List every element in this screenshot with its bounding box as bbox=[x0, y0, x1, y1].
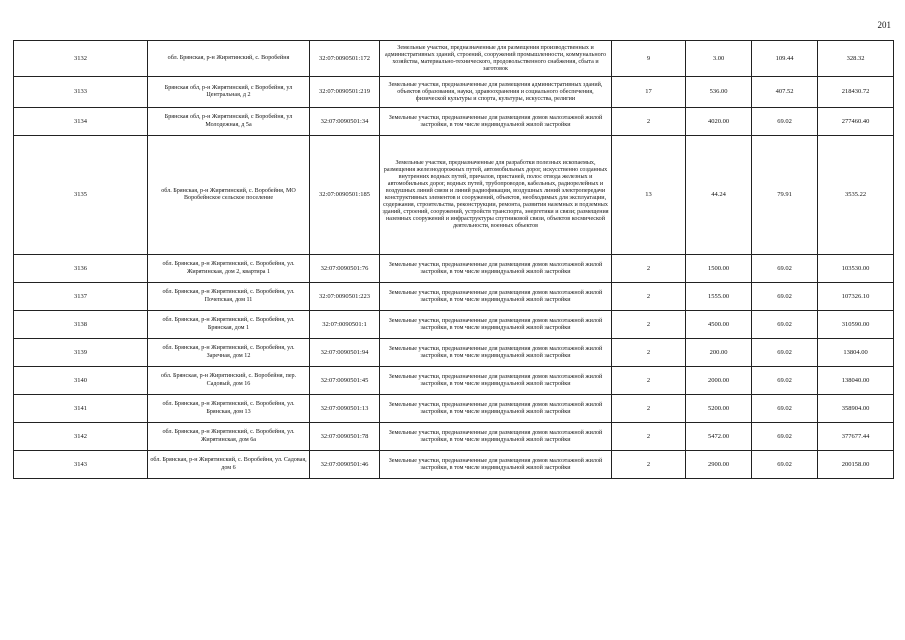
area-cell: 1500.00 bbox=[686, 255, 752, 283]
area-cell: 1555.00 bbox=[686, 283, 752, 311]
rate-cell: 69.02 bbox=[752, 255, 818, 283]
cadastral-number-cell: 32:07:0090501:76 bbox=[310, 255, 380, 283]
land-use-cell: Земельные участки, предназначенные для размещения домов малоэтажной жилой застройки, в том числе индивидуальной жилой застройки bbox=[380, 451, 612, 479]
group-cell: 2 bbox=[612, 283, 686, 311]
row-id: 3133 bbox=[14, 77, 148, 108]
group-cell: 2 bbox=[612, 395, 686, 423]
land-use-cell: Земельные участки, предназначенные для размещения административных зданий, объектов образования, науки, здравоохранения и социального обеспечения, физической культуры и спорта, культуры, искусства, религии bbox=[380, 77, 612, 108]
row-id: 3135 bbox=[14, 136, 148, 255]
group-cell: 2 bbox=[612, 108, 686, 136]
table-row bbox=[14, 136, 894, 255]
cadastral-number-cell: 32:07:0090501:45 bbox=[310, 367, 380, 395]
area-cell: 4020.00 bbox=[686, 108, 752, 136]
rate-cell: 69.02 bbox=[752, 423, 818, 451]
row-id: 3137 bbox=[14, 283, 148, 311]
row-id: 3141 bbox=[14, 395, 148, 423]
cadastral-value-cell: 310590.00 bbox=[818, 311, 894, 339]
land-plots-table bbox=[13, 40, 894, 479]
rate-cell: 109.44 bbox=[752, 41, 818, 77]
address-cell: обл. Брянская, р-н Жирятинский, с. Воробейня, ул. Почепская, дом 11 bbox=[148, 283, 310, 311]
table-row bbox=[14, 423, 894, 451]
cadastral-value-cell: 328.32 bbox=[818, 41, 894, 77]
address-cell: обл. Брянская, р-н Жирятинский, с. Воробейня, МО Воробейнское сельское поселение bbox=[148, 136, 310, 255]
rate-cell: 69.02 bbox=[752, 339, 818, 367]
rate-cell: 79.91 bbox=[752, 136, 818, 255]
group-cell: 17 bbox=[612, 77, 686, 108]
land-use-cell: Земельные участки, предназначенные для размещения домов малоэтажной жилой застройки, в том числе индивидуальной жилой застройки bbox=[380, 367, 612, 395]
row-id: 3136 bbox=[14, 255, 148, 283]
cadastral-number-cell: 32:07:0090501:34 bbox=[310, 108, 380, 136]
group-cell: 2 bbox=[612, 367, 686, 395]
table-row bbox=[14, 77, 894, 108]
cadastral-number-cell: 32:07:0090501:223 bbox=[310, 283, 380, 311]
row-id: 3134 bbox=[14, 108, 148, 136]
group-cell: 13 bbox=[612, 136, 686, 255]
table-row bbox=[14, 339, 894, 367]
row-id: 3140 bbox=[14, 367, 148, 395]
address-cell: обл. Брянская, р-н Жирятинский, с. Воробейня, ул. Брянская, дом 1 bbox=[148, 311, 310, 339]
rate-cell: 69.02 bbox=[752, 395, 818, 423]
table-row bbox=[14, 451, 894, 479]
group-cell: 2 bbox=[612, 255, 686, 283]
cadastral-value-cell: 13804.00 bbox=[818, 339, 894, 367]
cadastral-number-cell: 32:07:0090501:13 bbox=[310, 395, 380, 423]
cadastral-number-cell: 32:07:0090501:94 bbox=[310, 339, 380, 367]
area-cell: 200.00 bbox=[686, 339, 752, 367]
address-cell: обл. Брянская, р-н Жирятинский, с. Воробейня, ул. Брянская, дом 13 bbox=[148, 395, 310, 423]
cadastral-value-cell: 218430.72 bbox=[818, 77, 894, 108]
area-cell: 44.24 bbox=[686, 136, 752, 255]
cadastral-value-cell: 103530.00 bbox=[818, 255, 894, 283]
rate-cell: 69.02 bbox=[752, 367, 818, 395]
area-cell: 5472.00 bbox=[686, 423, 752, 451]
cadastral-value-cell: 107326.10 bbox=[818, 283, 894, 311]
address-cell: обл. Брянская, р-н Жирятинский, с. Воробейня, ул. Жирятинская, дом 2, квартира 1 bbox=[148, 255, 310, 283]
land-use-cell: Земельные участки, предназначенные для разработки полезных ископаемых, размещения железнодорожных путей, автомобильных дорог, искусственно созданных внутренних водных путей, причалов, пристаней, полос отвода железных и автомобильных дорог, водных путей, трубопроводов, кабельных, радиорелейных и воздушных линий связи и линий радиофикации, воздушных линий электропередачи конструктивных элементов и сооружений, объектов, необходимых для эксплуатации, содержания, строительства, реконструкции, ремонта, развития наземных и подземных зданий, строений, сооружений, устройств транспорта, энергетики и связи; размещения наземных сооружений и инфраструктуры спутниковой связи, объектов космической деятельности, военных объектов bbox=[380, 136, 612, 255]
cadastral-value-cell: 200158.00 bbox=[818, 451, 894, 479]
row-id: 3139 bbox=[14, 339, 148, 367]
area-cell: 2900.00 bbox=[686, 451, 752, 479]
rate-cell: 69.02 bbox=[752, 451, 818, 479]
table-row bbox=[14, 367, 894, 395]
cadastral-number-cell: 32:07:0090501:1 bbox=[310, 311, 380, 339]
cadastral-number-cell: 32:07:0090501:172 bbox=[310, 41, 380, 77]
table-row bbox=[14, 108, 894, 136]
address-cell: обл. Брянская, р-н Жирятинский, с. Воробейня, ул. Садовая, дом 6 bbox=[148, 451, 310, 479]
rate-cell: 69.02 bbox=[752, 283, 818, 311]
table-row bbox=[14, 255, 894, 283]
land-use-cell: Земельные участки, предназначенные для размещения домов малоэтажной жилой застройки, в том числе индивидуальной жилой застройки bbox=[380, 395, 612, 423]
cadastral-value-cell: 138040.00 bbox=[818, 367, 894, 395]
cadastral-value-cell: 358904.00 bbox=[818, 395, 894, 423]
row-id: 3138 bbox=[14, 311, 148, 339]
cadastral-number-cell: 32:07:0090501:185 bbox=[310, 136, 380, 255]
group-cell: 2 bbox=[612, 423, 686, 451]
address-cell: обл. Брянская, р-н Жирятинский, с. Воробейня, ул. Заречная, дом 12 bbox=[148, 339, 310, 367]
rate-cell: 69.02 bbox=[752, 311, 818, 339]
address-cell: обл. Брянская, р-н Жирятинский, с. Воробейня, пер. Садовый, дом 16 bbox=[148, 367, 310, 395]
table-row bbox=[14, 41, 894, 77]
land-use-cell: Земельные участки, предназначенные для размещения домов малоэтажной жилой застройки, в том числе индивидуальной жилой застройки bbox=[380, 283, 612, 311]
land-use-cell: Земельные участки, предназначенные для размещения домов малоэтажной жилой застройки, в том числе индивидуальной жилой застройки bbox=[380, 311, 612, 339]
cadastral-number-cell: 32:07:0090501:46 bbox=[310, 451, 380, 479]
address-cell: Брянская обл, р-н Жирятинский, с Воробейня, ул Молодежная, д 5а bbox=[148, 108, 310, 136]
rate-cell: 407.52 bbox=[752, 77, 818, 108]
row-id: 3132 bbox=[14, 41, 148, 77]
address-cell: обл. Брянская, р-н Жирятинский, с. Воробейня bbox=[148, 41, 310, 77]
address-cell: обл. Брянская, р-н Жирятинский, с. Воробейня, ул. Жирятинская, дом 6а bbox=[148, 423, 310, 451]
cadastral-value-cell: 277460.40 bbox=[818, 108, 894, 136]
group-cell: 9 bbox=[612, 41, 686, 77]
area-cell: 2000.00 bbox=[686, 367, 752, 395]
land-use-cell: Земельные участки, предназначенные для размещения домов малоэтажной жилой застройки, в том числе индивидуальной жилой застройки bbox=[380, 339, 612, 367]
address-cell: Брянская обл, р-н Жирятинский, с Воробейня, ул Центральная, д 2 bbox=[148, 77, 310, 108]
table-row bbox=[14, 283, 894, 311]
cadastral-value-cell: 3535.22 bbox=[818, 136, 894, 255]
table-row bbox=[14, 311, 894, 339]
rate-cell: 69.02 bbox=[752, 108, 818, 136]
group-cell: 2 bbox=[612, 311, 686, 339]
area-cell: 5200.00 bbox=[686, 395, 752, 423]
land-use-cell: Земельные участки, предназначенные для размещения домов малоэтажной жилой застройки, в том числе индивидуальной жилой застройки bbox=[380, 108, 612, 136]
row-id: 3143 bbox=[14, 451, 148, 479]
cadastral-number-cell: 32:07:0090501:78 bbox=[310, 423, 380, 451]
area-cell: 4500.00 bbox=[686, 311, 752, 339]
land-use-cell: Земельные участки, предназначенные для размещения домов малоэтажной жилой застройки, в том числе индивидуальной жилой застройки bbox=[380, 423, 612, 451]
cadastral-value-cell: 377677.44 bbox=[818, 423, 894, 451]
land-use-cell: Земельные участки, предназначенные для размещения производственных и административных зданий, строений, сооружений промышленности, коммунального хозяйства, материально-технического, продовольственного снабжения, сбыта и заготовок bbox=[380, 41, 612, 77]
land-use-cell: Земельные участки, предназначенные для размещения домов малоэтажной жилой застройки, в том числе индивидуальной жилой застройки bbox=[380, 255, 612, 283]
table-row bbox=[14, 395, 894, 423]
cadastral-number-cell: 32:07:0090501:219 bbox=[310, 77, 380, 108]
page-number: 201 bbox=[877, 20, 891, 30]
group-cell: 2 bbox=[612, 339, 686, 367]
area-cell: 3.00 bbox=[686, 41, 752, 77]
area-cell: 536.00 bbox=[686, 77, 752, 108]
group-cell: 2 bbox=[612, 451, 686, 479]
row-id: 3142 bbox=[14, 423, 148, 451]
